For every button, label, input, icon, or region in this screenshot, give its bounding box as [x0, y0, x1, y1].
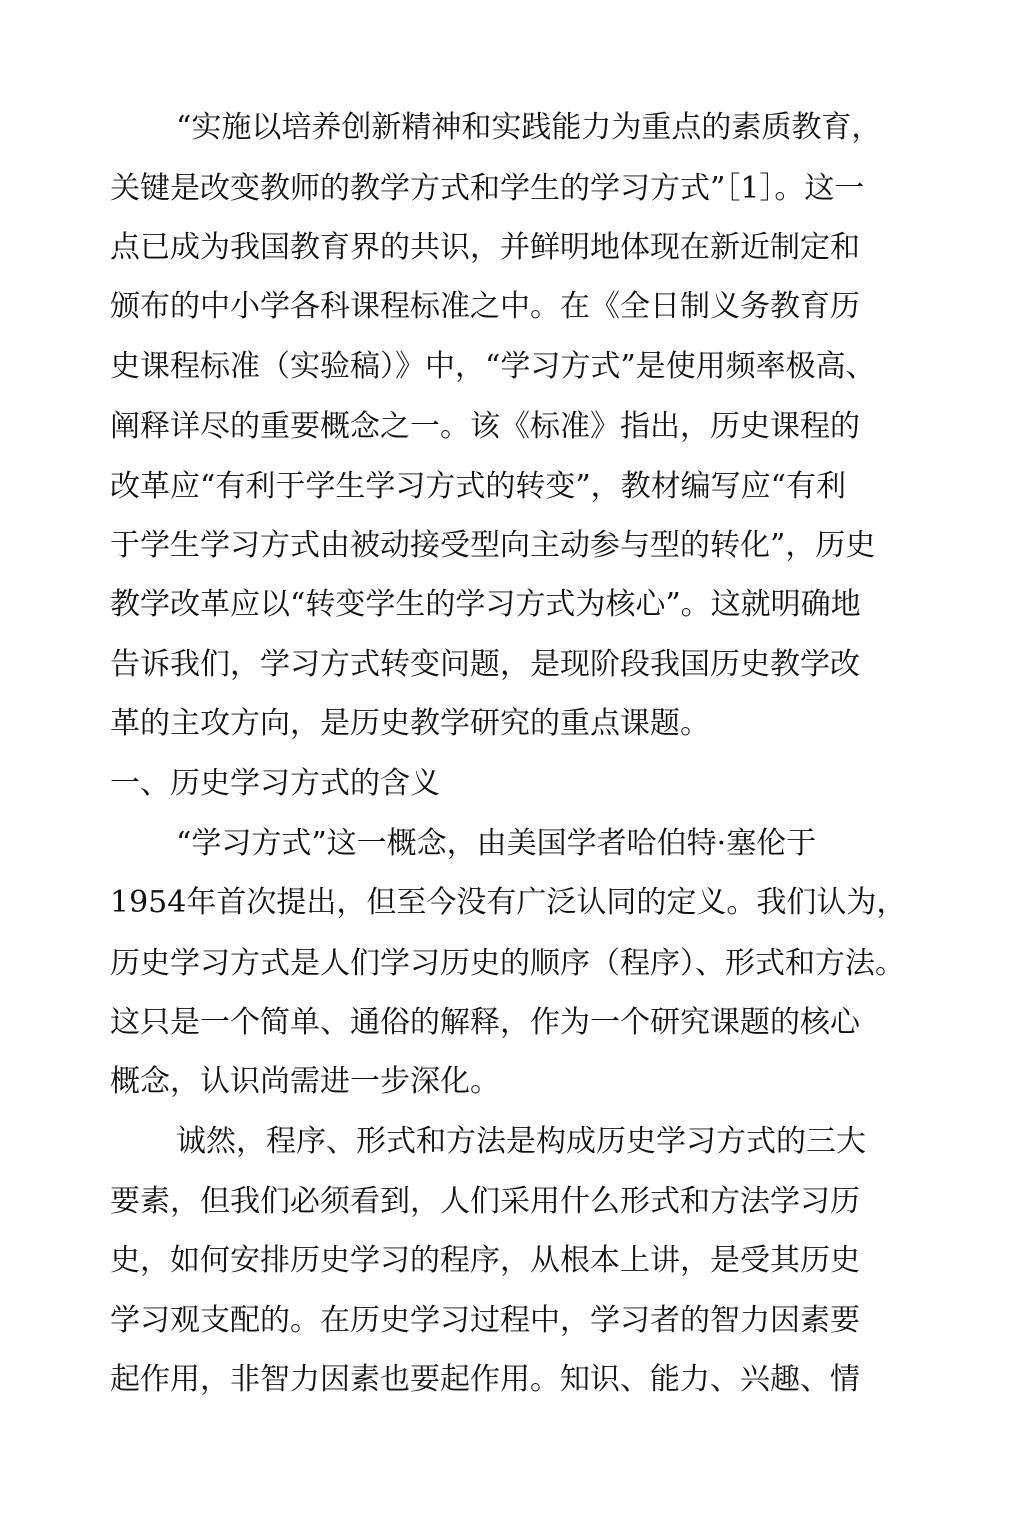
- paragraph-line-19: 要素，但我们必须看到，人们采用什么形式和方法学习历: [110, 1184, 860, 1219]
- paragraph-line-16: 这只是一个简单、通俗的解释，作为一个研究课题的核心: [110, 1005, 860, 1040]
- paragraph-line-11: 革的主攻方向，是历史教学研究的重点课题。: [110, 706, 710, 741]
- paragraph-line-17: 概念，认识尚需进一步深化。: [110, 1064, 500, 1099]
- paragraph-line-15: 历史学习方式是人们学习历史的顺序（程序）、形式和方法。: [110, 946, 905, 981]
- paragraph-line-13: “学习方式”这一概念，由美国学者哈伯特·塞伦于: [176, 826, 817, 861]
- paragraph-line-14: 1954年首次提出，但至今没有广泛认同的定义。我们认为，: [110, 885, 907, 920]
- paragraph-line-18: 诚然，程序、形式和方法是构成历史学习方式的三大: [176, 1124, 866, 1159]
- paragraph-line-5: 史课程标准（实验稿）》中，“学习方式”是使用频率极高、: [110, 349, 876, 384]
- paragraph-line-22: 起作用，非智力因素也要起作用。知识、能力、兴趣、情: [110, 1362, 860, 1397]
- paragraph-line-8: 于学生学习方式由被动接受型向主动参与型的转化”，历史: [110, 528, 876, 563]
- paragraph-line-7: 改革应“有利于学生学习方式的转变”，教材编写应“有利: [110, 469, 847, 504]
- paragraph-line-6: 阐释详尽的重要概念之一。该《标准》指出，历史课程的: [110, 409, 860, 444]
- paragraph-line-1: “实施以培养创新精神和实践能力为重点的素质教育，: [176, 110, 882, 145]
- paragraph-line-21: 学习观支配的。在历史学习过程中，学习者的智力因素要: [110, 1303, 860, 1338]
- paragraph-line-10: 告诉我们，学习方式转变问题，是现阶段我国历史教学改: [110, 647, 860, 682]
- paragraph-line-20: 史，如何安排历史学习的程序，从根本上讲，是受其历史: [110, 1243, 860, 1278]
- paragraph-line-9: 教学改革应以“转变学生的学习方式为核心”。这就明确地: [110, 587, 861, 622]
- paragraph-line-3: 点已成为我国教育界的共识，并鲜明地体现在新近制定和: [110, 230, 860, 265]
- paragraph-line-2: 关键是改变教师的教学方式和学生的学习方式”［1］。这一: [110, 171, 865, 206]
- section-heading: 一、历史学习方式的含义: [110, 766, 440, 801]
- paragraph-line-4: 颁布的中小学各科课程标准之中。在《全日制义务教育历: [110, 289, 860, 324]
